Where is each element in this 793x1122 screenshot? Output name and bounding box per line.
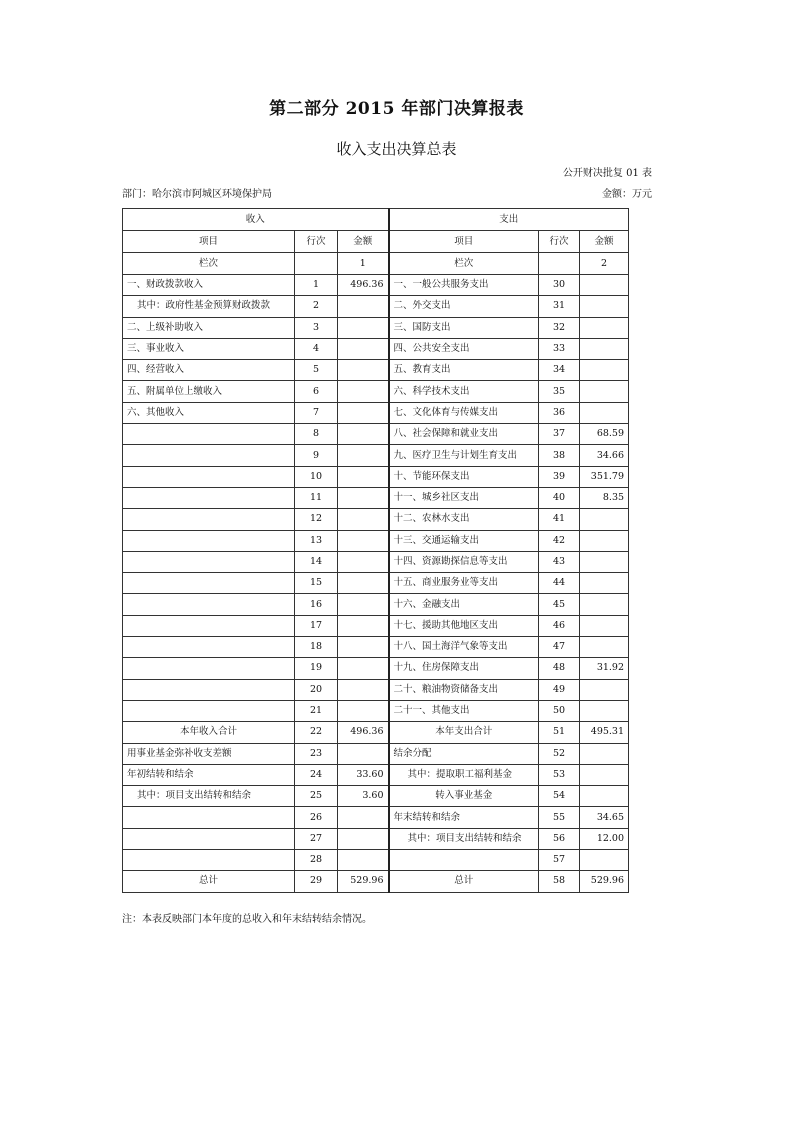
income-amount-cell — [338, 424, 389, 445]
expense-item-cell: 八、社会保障和就业支出 — [389, 424, 539, 445]
income-amount-cell: 529.96 — [338, 871, 389, 892]
table-row — [123, 658, 629, 679]
table-row — [123, 487, 629, 508]
expense-rowno-header: 行次 — [539, 231, 580, 253]
expense-item-cell: 二、外交支出 — [389, 296, 539, 317]
expense-rowno-cell: 41 — [539, 509, 580, 530]
income-rowno-cell: 10 — [295, 466, 338, 487]
income-amount-cell — [338, 296, 389, 317]
income-rowno-cell: 21 — [295, 700, 338, 721]
table-row — [123, 786, 629, 807]
income-amount-cell — [338, 487, 389, 508]
expense-amount-cell — [580, 338, 629, 359]
expense-rowno-cell: 30 — [539, 275, 580, 296]
table-row — [123, 296, 629, 317]
income-amount-cell — [338, 573, 389, 594]
expense-amount-cell — [580, 551, 629, 572]
expense-column-number: 2 — [580, 253, 629, 275]
income-rowno-cell: 4 — [295, 338, 338, 359]
table-row — [123, 722, 629, 743]
income-item-cell — [123, 850, 295, 871]
expense-rowno-cell: 35 — [539, 381, 580, 402]
expense-rowno-cell: 45 — [539, 594, 580, 615]
unit-label: 金额：万元 — [602, 189, 652, 200]
table-row — [123, 679, 629, 700]
income-item-cell: 其中：政府性基金预算财政拨款 — [123, 296, 295, 317]
expense-rowno-cell: 36 — [539, 402, 580, 423]
expense-item-cell: 十九、住房保障支出 — [389, 658, 539, 679]
income-item-cell: 总计 — [123, 871, 295, 892]
expense-amount-cell: 31.92 — [580, 658, 629, 679]
income-amount-cell — [338, 658, 389, 679]
expense-amount-cell — [580, 509, 629, 530]
income-item-cell: 其中：项目支出结转和结余 — [123, 786, 295, 807]
income-rowno-cell: 17 — [295, 615, 338, 636]
income-amount-cell — [338, 637, 389, 658]
income-item-cell: 六、其他收入 — [123, 402, 295, 423]
expense-item-cell: 五、教育支出 — [389, 360, 539, 381]
expense-rowno-cell: 44 — [539, 573, 580, 594]
income-item-cell — [123, 573, 295, 594]
expense-item-cell: 其中：提取职工福利基金 — [389, 764, 539, 785]
income-amount-header: 金额 — [338, 231, 389, 253]
section-header-row — [123, 209, 629, 231]
expense-item-cell: 十三、交通运输支出 — [389, 530, 539, 551]
column-header-row — [123, 231, 629, 253]
income-item-cell — [123, 637, 295, 658]
expense-item-cell: 十八、国土海洋气象等支出 — [389, 637, 539, 658]
income-rowno-cell: 27 — [295, 828, 338, 849]
income-amount-cell — [338, 360, 389, 381]
table-row — [123, 828, 629, 849]
expense-item-cell: 二十一、其他支出 — [389, 700, 539, 721]
expense-rowno-cell: 37 — [539, 424, 580, 445]
income-rowno-cell: 19 — [295, 658, 338, 679]
expense-amount-cell — [580, 786, 629, 807]
income-rowno-cell: 11 — [295, 487, 338, 508]
income-amount-cell — [338, 317, 389, 338]
expense-rowno-cell: 53 — [539, 764, 580, 785]
income-amount-cell — [338, 679, 389, 700]
expense-amount-cell — [580, 402, 629, 423]
column-number-row — [123, 253, 629, 275]
expense-column-label: 栏次 — [389, 253, 539, 275]
income-item-cell: 二、上级补助收入 — [123, 317, 295, 338]
expense-rowno-cell: 32 — [539, 317, 580, 338]
expense-item-cell — [389, 850, 539, 871]
income-amount-cell: 496.36 — [338, 275, 389, 296]
income-amount-cell — [338, 445, 389, 466]
income-rowno-cell: 18 — [295, 637, 338, 658]
expense-rowno-cell: 52 — [539, 743, 580, 764]
table-row — [123, 573, 629, 594]
table-row — [123, 530, 629, 551]
expense-rowno-cell: 40 — [539, 487, 580, 508]
expense-rowno-cell: 56 — [539, 828, 580, 849]
income-item-cell: 五、附属单位上缴收入 — [123, 381, 295, 402]
table-row — [123, 594, 629, 615]
income-item-cell — [123, 594, 295, 615]
expense-item-cell: 十二、农林水支出 — [389, 509, 539, 530]
table-row — [123, 700, 629, 721]
expense-amount-cell — [580, 530, 629, 551]
income-expense-table — [122, 208, 629, 893]
income-item-cell — [123, 828, 295, 849]
table-row — [123, 637, 629, 658]
income-rowno-cell: 2 — [295, 296, 338, 317]
expense-item-cell: 年末结转和结余 — [389, 807, 539, 828]
expense-rowno-cell: 46 — [539, 615, 580, 636]
income-amount-cell — [338, 530, 389, 551]
expense-rowno-cell: 47 — [539, 637, 580, 658]
expense-rowno-cell: 33 — [539, 338, 580, 359]
income-item-cell: 四、经营收入 — [123, 360, 295, 381]
expense-amount-cell — [580, 275, 629, 296]
income-item-cell — [123, 424, 295, 445]
expense-item-cell: 二十、粮油物资储备支出 — [389, 679, 539, 700]
income-rowno-cell: 23 — [295, 743, 338, 764]
table-row — [123, 807, 629, 828]
income-rowno-cell: 6 — [295, 381, 338, 402]
expense-item-cell: 九、医疗卫生与计划生育支出 — [389, 445, 539, 466]
income-amount-cell — [338, 381, 389, 402]
expense-item-cell: 总计 — [389, 871, 539, 892]
form-code: 公开财决批复 01 表 — [562, 168, 652, 179]
table-row — [123, 551, 629, 572]
income-amount-cell — [338, 828, 389, 849]
expense-amount-cell — [580, 296, 629, 317]
income-item-cell — [123, 679, 295, 700]
income-rowno-cell: 22 — [295, 722, 338, 743]
empty-cell — [295, 253, 338, 275]
income-item-cell — [123, 509, 295, 530]
expense-amount-cell: 351.79 — [580, 466, 629, 487]
income-rowno-cell: 8 — [295, 424, 338, 445]
income-amount-cell — [338, 466, 389, 487]
footnote: 注：本表反映部门本年度的总收入和年末结转结余情况。 — [122, 914, 372, 925]
income-item-cell: 年初结转和结余 — [123, 764, 295, 785]
income-rowno-cell: 29 — [295, 871, 338, 892]
expense-rowno-cell: 31 — [539, 296, 580, 317]
income-amount-cell — [338, 551, 389, 572]
expense-rowno-cell: 34 — [539, 360, 580, 381]
expense-rowno-cell: 43 — [539, 551, 580, 572]
income-rowno-cell: 9 — [295, 445, 338, 466]
income-rowno-cell: 15 — [295, 573, 338, 594]
expense-rowno-cell: 38 — [539, 445, 580, 466]
expense-amount-cell: 68.59 — [580, 424, 629, 445]
income-rowno-cell: 7 — [295, 402, 338, 423]
expense-rowno-cell: 58 — [539, 871, 580, 892]
expense-rowno-cell: 49 — [539, 679, 580, 700]
expense-rowno-cell: 48 — [539, 658, 580, 679]
expense-amount-cell — [580, 317, 629, 338]
income-rowno-cell: 1 — [295, 275, 338, 296]
income-rowno-cell: 25 — [295, 786, 338, 807]
table-title: 收入支出决算总表 — [336, 140, 457, 158]
expense-amount-cell — [580, 743, 629, 764]
expense-rowno-cell: 55 — [539, 807, 580, 828]
empty-cell — [539, 253, 580, 275]
income-item-cell — [123, 530, 295, 551]
income-item-cell — [123, 445, 295, 466]
income-item-cell — [123, 615, 295, 636]
income-rowno-cell: 26 — [295, 807, 338, 828]
income-item-cell — [123, 700, 295, 721]
income-amount-cell — [338, 807, 389, 828]
expense-amount-cell: 34.65 — [580, 807, 629, 828]
income-rowno-header: 行次 — [295, 231, 338, 253]
income-header: 收入 — [123, 209, 389, 231]
income-item-header: 项目 — [123, 231, 295, 253]
table-row — [123, 615, 629, 636]
income-item-cell — [123, 487, 295, 508]
income-column-number: 1 — [338, 253, 389, 275]
expense-item-cell: 六、科学技术支出 — [389, 381, 539, 402]
expense-item-cell: 十六、金融支出 — [389, 594, 539, 615]
expense-item-cell: 四、公共安全支出 — [389, 338, 539, 359]
expense-rowno-cell: 57 — [539, 850, 580, 871]
expense-amount-cell — [580, 381, 629, 402]
income-item-cell: 用事业基金弥补收支差额 — [123, 743, 295, 764]
expense-item-cell: 转入事业基金 — [389, 786, 539, 807]
expense-item-cell: 十七、援助其他地区支出 — [389, 615, 539, 636]
expense-amount-header: 金额 — [580, 231, 629, 253]
table-row — [123, 743, 629, 764]
expense-rowno-cell: 51 — [539, 722, 580, 743]
table-row — [123, 871, 629, 892]
table-row — [123, 466, 629, 487]
table-row — [123, 509, 629, 530]
income-amount-cell — [338, 509, 389, 530]
expense-amount-cell — [580, 679, 629, 700]
income-amount-cell: 33.60 — [338, 764, 389, 785]
table-row — [123, 360, 629, 381]
income-amount-cell — [338, 338, 389, 359]
income-rowno-cell: 14 — [295, 551, 338, 572]
income-rowno-cell: 3 — [295, 317, 338, 338]
expense-item-cell: 结余分配 — [389, 743, 539, 764]
income-amount-cell — [338, 402, 389, 423]
expense-item-cell: 一、一般公共服务支出 — [389, 275, 539, 296]
expense-rowno-cell: 42 — [539, 530, 580, 551]
expense-item-cell: 十五、商业服务业等支出 — [389, 573, 539, 594]
income-rowno-cell: 28 — [295, 850, 338, 871]
expense-header: 支出 — [389, 209, 629, 231]
income-amount-cell — [338, 700, 389, 721]
expense-item-cell: 十四、资源勘探信息等支出 — [389, 551, 539, 572]
income-rowno-cell: 16 — [295, 594, 338, 615]
expense-amount-cell — [580, 850, 629, 871]
table-row — [123, 381, 629, 402]
table-row — [123, 317, 629, 338]
income-item-cell: 三、事业收入 — [123, 338, 295, 359]
expense-amount-cell — [580, 615, 629, 636]
expense-amount-cell — [580, 764, 629, 785]
income-rowno-cell: 20 — [295, 679, 338, 700]
table-row — [123, 445, 629, 466]
table-row — [123, 402, 629, 423]
income-amount-cell — [338, 850, 389, 871]
income-amount-cell — [338, 594, 389, 615]
expense-item-cell: 三、国防支出 — [389, 317, 539, 338]
income-rowno-cell: 5 — [295, 360, 338, 381]
expense-amount-cell: 12.00 — [580, 828, 629, 849]
income-item-cell: 本年收入合计 — [123, 722, 295, 743]
department-label: 部门：哈尔滨市阿城区环境保护局 — [122, 189, 272, 200]
expense-amount-cell — [580, 700, 629, 721]
table-row — [123, 424, 629, 445]
income-amount-cell: 3.60 — [338, 786, 389, 807]
income-rowno-cell: 24 — [295, 764, 338, 785]
expense-amount-cell — [580, 637, 629, 658]
expense-amount-cell: 34.66 — [580, 445, 629, 466]
expense-amount-cell: 8.35 — [580, 487, 629, 508]
expense-amount-cell: 529.96 — [580, 871, 629, 892]
expense-rowno-cell: 39 — [539, 466, 580, 487]
income-column-label: 栏次 — [123, 253, 295, 275]
page-title: 第二部分 2015 年部门决算报表 — [269, 99, 524, 119]
expense-item-cell: 其中：项目支出结转和结余 — [389, 828, 539, 849]
expense-amount-cell — [580, 360, 629, 381]
income-item-cell — [123, 807, 295, 828]
expense-item-cell: 十一、城乡社区支出 — [389, 487, 539, 508]
expense-amount-cell — [580, 594, 629, 615]
income-item-cell — [123, 551, 295, 572]
income-rowno-cell: 13 — [295, 530, 338, 551]
expense-rowno-cell: 54 — [539, 786, 580, 807]
expense-item-cell: 本年支出合计 — [389, 722, 539, 743]
income-item-cell — [123, 466, 295, 487]
table-row — [123, 764, 629, 785]
income-item-cell: 一、财政拨款收入 — [123, 275, 295, 296]
table-row — [123, 275, 629, 296]
expense-amount-cell: 495.31 — [580, 722, 629, 743]
income-amount-cell — [338, 743, 389, 764]
table-row — [123, 338, 629, 359]
income-amount-cell: 496.36 — [338, 722, 389, 743]
income-rowno-cell: 12 — [295, 509, 338, 530]
expense-item-cell: 十、节能环保支出 — [389, 466, 539, 487]
expense-item-cell: 七、文化体育与传媒支出 — [389, 402, 539, 423]
expense-amount-cell — [580, 573, 629, 594]
expense-item-header: 项目 — [389, 231, 539, 253]
expense-rowno-cell: 50 — [539, 700, 580, 721]
income-item-cell — [123, 658, 295, 679]
table-row — [123, 850, 629, 871]
income-amount-cell — [338, 615, 389, 636]
